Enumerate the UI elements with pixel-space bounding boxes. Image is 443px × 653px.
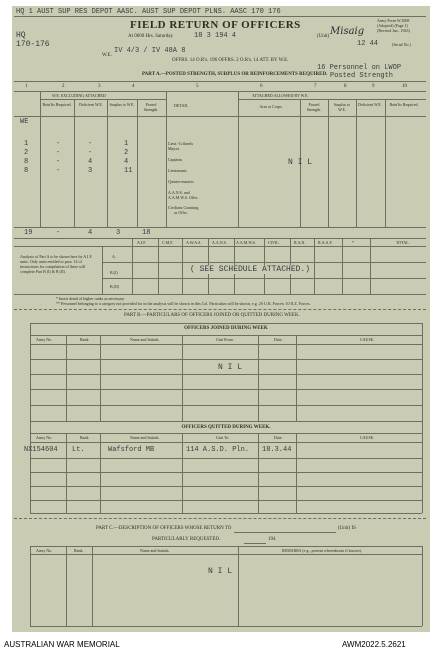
header-r-posted: Posted Strength. [306,102,322,112]
row3-c2: - [56,158,61,166]
part-c-title-1: PART C.—DESCRIPTION OF OFFICERS WHOSE RETURN TO [96,526,232,531]
footer-right: AWM2022.5.2621 [342,640,406,649]
part-c-year: 194 [268,537,276,542]
form-revised: (Revised Jan., 1943) [377,28,410,33]
row1-c1: 1 [24,140,29,148]
col-num-4: 4 [132,84,135,89]
analysis-aamws: A.A.M.W.S. [236,240,256,245]
quitted-h-name: Name and Initials. [130,435,160,440]
typed-we: IV 4/3 / IV 48A 8 [114,47,186,55]
part-c-title-2: PARTICULARLY REQUESTED. [152,537,221,542]
part-c-h-army: Army No. [36,548,53,553]
analysis-row-b2: B.(II) [110,284,119,289]
detail-lieutenants: Lieutenants [168,168,187,173]
col-num-6: 6 [260,84,263,89]
note-1: * Insert detail of higher ranks as necessary. [56,296,125,301]
row2-c1: 2 [24,149,29,157]
row4-c4: 11 [124,167,133,175]
analysis-label: Analysis of Part A to be shown here by A.I.F. units. Only units entitled to para. 14 of instructions for compilation of these will complete Part B (I) & B (II). [20,254,93,274]
analysis-cmf: C.M.F. [162,240,174,245]
row3-c1: 8 [24,158,29,166]
detail-captains: Captains [168,157,182,162]
analysis-row-a: A. [112,254,116,259]
quitted-h-cause: CAUSE. [360,435,375,440]
part-c-h-remarks: REMARKS (e.g., present whereabouts if known). [282,548,362,553]
analysis-awas: A.W.A.S. [186,240,202,245]
analysis-row-b1: B.(I) [110,270,118,275]
we-label: W.E. [102,53,112,58]
part-a-nil: N I L [288,158,313,167]
footer-left: AUSTRALIAN WAR MEMORIAL [4,640,120,649]
detail-aans: A.A.N.S. and [168,190,190,195]
detail-header: DETAIL [174,103,189,108]
typed-unit-line: HQ 1 AUST SUP RES DEPOT AASC. AUST SUP DEPOT PLNS. AASC 170 176 [16,8,281,16]
row2-c3: - [88,149,93,157]
col-num-1: 1 [25,84,28,89]
left-stamp-1: HQ [16,31,26,40]
total-c1: 19 [24,229,33,237]
form-ref: Army Form W.3008 [377,18,410,23]
detail-civilians: Civilians Counting [168,205,199,210]
typed-date: 18 3 194 4 [194,32,237,40]
attached-allowed: ATTACHED ALLOWED BY W.E. [252,93,309,98]
detail-qm: Quarter-masters [168,179,194,184]
joined-title: OFFICERS JOINED DURING WEEK [184,326,268,331]
joined-h-rank: Rank. [80,337,90,342]
detail-as-offrs: as Offrs. [174,210,188,215]
header-deficient: Deficient W.E. [79,102,103,107]
row4-c1: 8 [24,167,29,175]
joined-nil: N I L [218,363,243,372]
part-b-title: PART B.—PARTICULARS OF OFFICERS JOINED OR QUITTED DURING WEEK. [124,313,300,318]
quitted-title: OFFICERS QUITTED DURING WEEK. [181,425,271,430]
row1-c3: - [88,140,93,148]
analysis-civil: CIVIL. [268,240,280,245]
header-arm-corps: Arm or Corps. [259,104,283,109]
quitted-h-army: Army No. [36,435,53,440]
header-r-reinfts: Rein'fts Required. [389,102,419,107]
quitted-h-date: Date. [274,435,283,440]
analysis-aif: A.I.F. [137,240,147,245]
total-c2: - [56,229,61,237]
detail-majors: Majors [168,146,180,151]
part-c-nil: N I L [208,567,233,576]
col-num-5: 5 [196,84,199,89]
row2-c2: - [56,149,61,157]
total-c3: 4 [88,229,93,237]
col-num-2: 2 [62,84,65,89]
page-title: FIELD RETURN OF OFFICERS [130,19,301,31]
col-num-7: 7 [314,84,317,89]
signature: Misaig [330,26,365,37]
analysis-raaf: R.A.A.F. [318,240,333,245]
part-c-h-rank: Rank. [74,548,84,553]
analysis-total: TOTAL. [396,240,410,245]
joined-h-unit: Unit From. [216,337,234,342]
header-reinfts: Rein'fts Required. [42,102,72,107]
typed-serial: 12 44 [357,40,379,48]
typed-row3: Posted Strength [330,72,394,80]
row4-c3: 3 [88,167,93,175]
row4-c2: - [56,167,61,175]
row1-c2: - [56,140,61,148]
at-hrs-label: At 0600 Hrs. Saturday [128,34,173,39]
row1-c4: 1 [124,140,129,148]
part-a-title: PART A.—POSTED STRENGTH, SURPLUS OR REINFORCEMENTS REQUIRED. [142,72,328,77]
unit-label: (Unit) [317,34,330,39]
row3-c3: 4 [88,158,93,166]
total-c4: 3 [116,229,121,237]
quitted-h-rank: Rank. [80,435,90,440]
quitted-army-no: NX154604 [24,446,58,454]
joined-h-cause: CAUSE. [360,337,375,342]
analysis-ran: R.A.N. [294,240,306,245]
form-adopted: (Adopted) (Page 1) [377,23,408,28]
row3-c4: 4 [124,158,129,166]
left-stamp-2: 170-176 [16,40,50,49]
col-num-10: 10 [402,84,407,89]
joined-h-date: Date. [274,337,283,342]
col-num-8: 8 [344,84,347,89]
part-c-unit-label: (Unit) IS [338,526,356,531]
quitted-name: Wafsford MB [108,446,155,454]
quitted-date: 18.3.44 [262,446,292,454]
col-num-3: 3 [98,84,101,89]
col-num-9: 9 [372,84,375,89]
row2-c4: 2 [124,149,129,157]
detail-lt-col: Lieut.-Colonels [168,141,193,146]
quitted-h-unit: Unit To. [216,435,230,440]
part-c-h-name: Name and Initials. [140,548,170,553]
serial-label: (Serial No.) [392,42,411,47]
we-left: WE [20,118,29,126]
joined-h-name: Name and Initials. [130,337,160,342]
detail-aamws: A.A.M.W.S. Offrs. [168,195,199,200]
field-return-form [12,6,430,632]
quitted-unit: 114 A.S.D. Pln. [186,446,250,454]
header-surplus: Surplus to W.E. [109,102,135,107]
header-r-surplus: Surplus to W.E. [333,102,351,112]
header-posted: Posted Strength. [143,102,159,112]
joined-h-army: Army No. [36,337,53,342]
header-r-deficient: Deficient W.E. [358,102,382,107]
we-excluding-attached: W.E. EXCLUDING ATTACHED [52,93,106,98]
quitted-rank: Lt. [72,446,85,454]
analysis-star: * [352,240,354,245]
offrs-line: OFFRS. 14 O.R's. 196 OFFRS. 2 O.R's. 14 ATT. BY W.E. [172,58,289,63]
see-schedule: ( SEE SCHEDULE ATTACHED.) [190,265,311,274]
analysis-aans: A.A.N.S. [212,240,227,245]
total-c5: 18 [142,229,151,237]
typed-row2: 16 Personnel on LWOP [317,64,402,72]
note-2: ** Personnel belonging to a category not provided for in the analysis will be shown in this Col. Particulars will be shown, e.g. 2S U.K. Forces; 10 N.Z. Forces. [56,301,311,306]
